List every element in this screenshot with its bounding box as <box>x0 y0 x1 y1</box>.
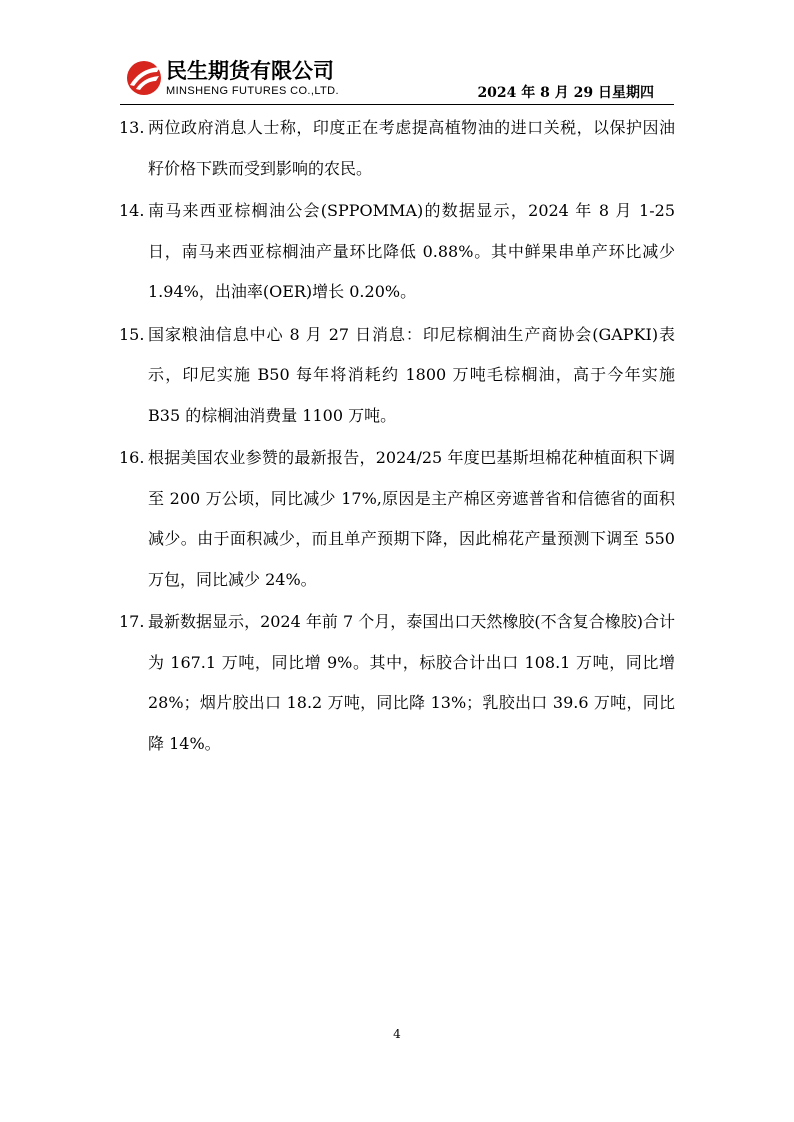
item-number: 15. <box>119 324 145 344</box>
item-number: 17. <box>119 612 145 631</box>
item-text: 两位政府消息人士称，印度正在考虑提高植物油的进口关税，以保护因油籽价格下跌而受到影响的农民。 <box>148 118 675 178</box>
page-header <box>0 0 794 110</box>
news-item <box>119 602 675 764</box>
item-text: 国家粮油信息中心 8 月 27 日消息：印尼棕榈油生产商协会(GAPKI)表示，印尼实施 B50 每年将消耗约 1800 万吨毛棕榈油，高于今年实施 B35 的棕榈油消费量 1100 万吨。 <box>148 324 675 425</box>
item-text: 根据美国农业参赞的最新报告，2024/25 年度巴基斯坦棉花种植面积下调至 200 万公顷，同比减少 17%,原因是主产棉区旁遮普省和信德省的面积减少。由于面积减少，而且单产预期下降，因此棉花产量预测下调至 550 万包，同比减少 24%。 <box>148 448 675 589</box>
news-item <box>119 315 675 437</box>
item-number: 13. <box>119 118 145 137</box>
minsheng-logo-icon <box>124 58 164 98</box>
item-number: 16. <box>119 448 145 467</box>
item-number: 14. <box>119 201 145 220</box>
company-name-en: MINSHENG FUTURES CO.,LTD. <box>166 85 339 97</box>
item-text: 最新数据显示，2024 年前 7 个月，泰国出口天然橡胶(不含复合橡胶)合计为 167.1 万吨，同比增 9%。其中，标胶合计出口 108.1 万吨，同比增 28%；烟片胶出口 18.2 万吨，同比降 13%；乳胶出口 39.6 万吨，同比降 14%。 <box>148 612 675 753</box>
header-divider <box>120 104 674 105</box>
company-name-cn: 民生期货有限公司 <box>166 59 334 83</box>
page-number: 4 <box>393 1027 401 1041</box>
news-item <box>119 191 675 313</box>
news-item <box>119 438 675 600</box>
news-list <box>119 108 675 766</box>
item-text: 南马来西亚棕榈油公会(SPPOMMA)的数据显示，2024 年 8 月 1-25 日，南马来西亚棕榈油产量环比降低 0.88%。其中鲜果串单产环比减少 1.94%，出油率(OER)增长 0.20%。 <box>148 201 675 301</box>
report-date: 2024 年 8 月 29 日星期四 <box>477 85 654 101</box>
news-item <box>119 108 675 189</box>
